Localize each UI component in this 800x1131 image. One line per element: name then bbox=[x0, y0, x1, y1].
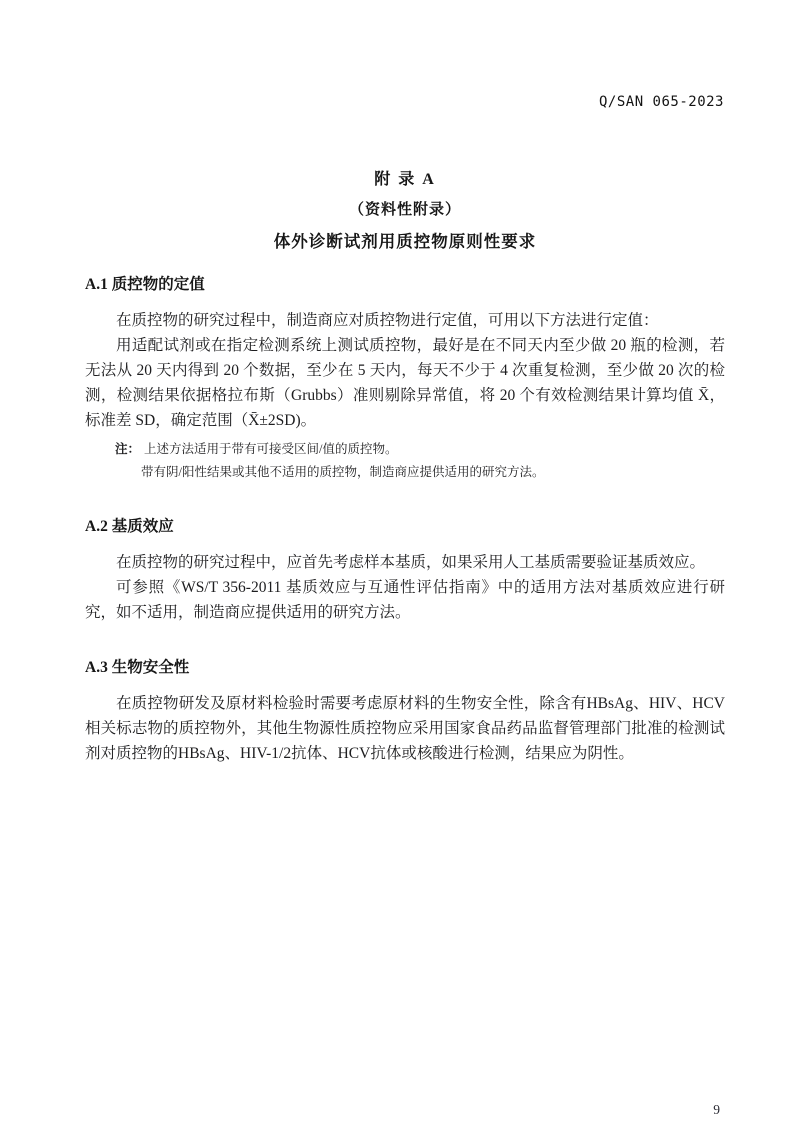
appendix-title: 附 录 A bbox=[374, 171, 436, 188]
section-heading-a3: A.3 生物安全性 bbox=[85, 659, 190, 676]
note-line-1 bbox=[115, 438, 725, 461]
note-label: 注： bbox=[115, 442, 141, 456]
paragraph-a1-1: 在质控物的研究过程中，制造商应对质控物进行定值，可用以下方法进行定值： bbox=[116, 312, 659, 329]
section-heading-a1: A.1 质控物的定值 bbox=[85, 276, 205, 293]
appendix-subtitle: （资料性附录） bbox=[348, 202, 461, 218]
section-heading-a2: A.2 基质效应 bbox=[85, 518, 174, 535]
paragraph-a1-2: 用适配试剂或在指定检测系统上测试质控物，最好是在不同天内至少做 20 瓶的检测，若无法从 20 天内得到 20 个数据，至少在 5 天内，每天不少于 4 次重复检测，至少做 20 次的检测，检测结果依据格拉布斯（Grubbs）准则剔除异常值，将 20 个有效检测结果计算均值 X̄，标准差 SD，确定范围（X̄±2SD)。 bbox=[85, 337, 725, 429]
note-text-1: 上述方法适用于带有可接受区间/值的质控物。 bbox=[144, 442, 398, 456]
appendix-heading: 体外诊断试剂用质控物原则性要求 bbox=[273, 232, 537, 251]
page-content bbox=[85, 0, 725, 766]
page-number: 9 bbox=[713, 1102, 720, 1117]
paragraph-a3-1: 在质控物研发及原材料检验时需要考虑原材料的生物安全性，除含有HBsAg、HIV、HCV相关标志物的质控物外，其他生物源性质控物应采用国家食品药品监督管理部门批准的检测试剂对质控物的HBsAg、HIV-1/2抗体、HCV抗体或核酸进行检测，结果应为阴性。 bbox=[85, 695, 725, 762]
document-code: Q/SAN 065-2023 bbox=[598, 94, 724, 110]
paragraph-a2-2: 可参照《WS/T 356-2011 基质效应与互通性评估指南》中的适用方法对基质效应进行研究，如不适用，制造商应提供适用的研究方法。 bbox=[85, 579, 725, 621]
note-block bbox=[85, 438, 725, 484]
appendix-title-block bbox=[85, 166, 725, 252]
paragraph-a2-1: 在质控物的研究过程中，应首先考虑样本基质，如果采用人工基质需要验证基质效应。 bbox=[116, 554, 706, 571]
note-text-2: 带有阴/阳性结果或其他不适用的质控物，制造商应提供适用的研究方法。 bbox=[141, 465, 545, 479]
